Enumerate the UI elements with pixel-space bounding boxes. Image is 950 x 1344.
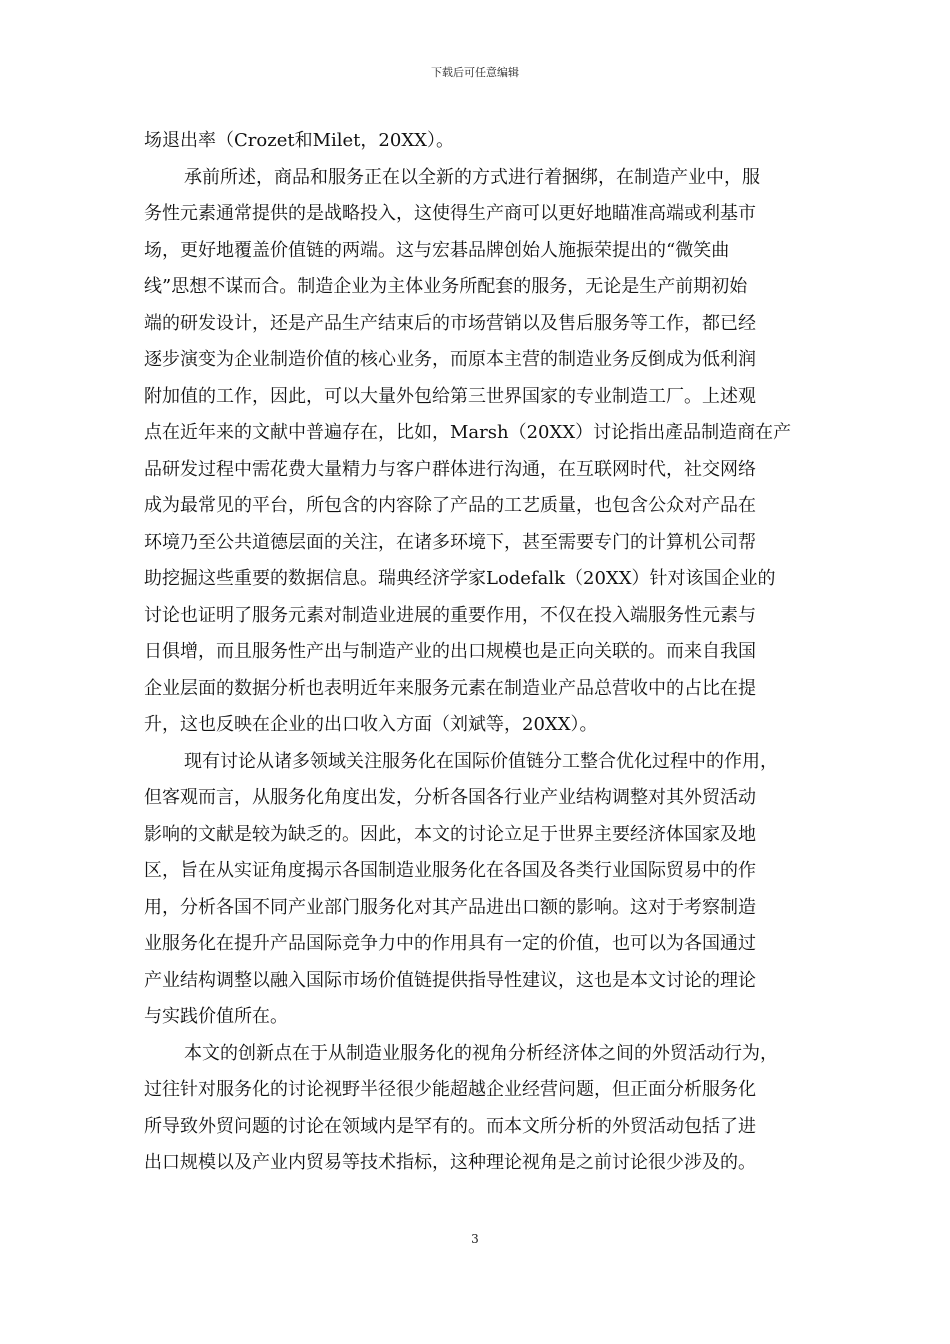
text-line: 产业结构调整以融入国际市场价值链提供指导性建议，这也是本文讨论的理论 <box>144 969 756 991</box>
paragraph-4 <box>144 1036 810 1182</box>
page-number: 3 <box>471 1232 479 1246</box>
page-header: 下载后可任意编辑 <box>431 66 519 79</box>
text-line: 业服务化在提升产品国际竞争力中的作用具有一定的价值，也可以为各国通过 <box>144 933 756 954</box>
text-line: 场退出率（Crozet和Milet，20XX）。 <box>144 130 454 151</box>
text-line: 品研发过程中需花费大量精力与客户群体进行沟通，在互联网时代，社交网络 <box>144 458 756 480</box>
text-line: 成为最常见的平台，所包含的内容除了产品的工艺质量，也包含公众对产品在 <box>144 495 756 516</box>
text-line: 附加值的工作，因此，可以大量外包给第三世界国家的专业制造工厂。上述观 <box>144 385 756 407</box>
paragraph-1 <box>144 123 810 160</box>
text-line: 务性元素通常提供的是战略投入，这使得生产商可以更好地瞄准高端或利基市 <box>144 203 756 224</box>
document-body <box>144 123 810 1182</box>
text-line: 用，分析各国不同产业部门服务化对其产品进出口额的影响。这对于考察制造 <box>144 896 756 918</box>
text-line: 所导致外贸问题的讨论在领域内是罕有的。而本文所分析的外贸活动包括了进 <box>144 1115 756 1137</box>
text-line: 助挖掘这些重要的数据信息。瑞典经济学家Lodefalk（20XX）针对该国企业的 <box>144 568 776 589</box>
text-line: 环境乃至公共道德层面的关注，在诸多环境下，甚至需要专门的计算机公司帮 <box>144 531 756 553</box>
text-line: 升，这也反映在企业的出口收入方面（刘斌等，20XX）。 <box>144 714 598 735</box>
text-line: 场，更好地覆盖价值链的两端。这与宏碁品牌创始人施振荣提出的“微笑曲 <box>144 239 730 261</box>
text-line: 但客观而言，从服务化角度出发，分析各国各行业产业结构调整对其外贸活动 <box>144 787 756 808</box>
text-line: 线”思想不谋而合。制造企业为主体业务所配套的服务，无论是生产前期初始 <box>144 276 748 297</box>
text-line: 与实践价值所在。 <box>144 1006 288 1027</box>
text-line: 端的研发设计，还是产品生产结束后的市场营销以及售后服务等工作，都已经 <box>144 312 756 334</box>
text-line: 承前所述，商品和服务正在以全新的方式进行着捆绑，在制造产业中，服 <box>184 166 760 188</box>
text-line: 企业层面的数据分析也表明近年来服务元素在制造业产品总营收中的占比在提 <box>144 677 756 699</box>
text-line: 点在近年来的文献中普遍存在，比如，Marsh（20XX）讨论指出產品制造商在产 <box>144 422 792 443</box>
text-line: 逐步演变为企业制造价值的核心业务，而原本主营的制造业务反倒成为低利润 <box>144 349 756 370</box>
text-line: 区，旨在从实证角度揭示各国制造业服务化在各国及各类行业国际贸易中的作 <box>144 860 756 881</box>
paragraph-2 <box>144 160 810 744</box>
text-line: 过往针对服务化的讨论视野半径很少能超越企业经营问题，但正面分析服务化 <box>144 1079 756 1100</box>
text-line: 现有讨论从诸多领域关注服务化在国际价值链分工整合优化过程中的作用， <box>184 750 778 772</box>
text-line: 讨论也证明了服务元素对制造业进展的重要作用，不仅在投入端服务性元素与 <box>144 604 756 626</box>
text-line: 本文的创新点在于从制造业服务化的视角分析经济体之间的外贸活动行为， <box>184 1042 778 1064</box>
text-line: 日俱增，而且服务性产出与制造产业的出口规模也是正向关联的。而来自我国 <box>144 641 756 662</box>
text-line: 出口规模以及产业内贸易等技术指标，这种理论视角是之前讨论很少涉及的。 <box>144 1152 756 1173</box>
text-line: 影响的文献是较为缺乏的。因此，本文的讨论立足于世界主要经济体国家及地 <box>144 823 756 845</box>
paragraph-3 <box>144 744 810 1036</box>
